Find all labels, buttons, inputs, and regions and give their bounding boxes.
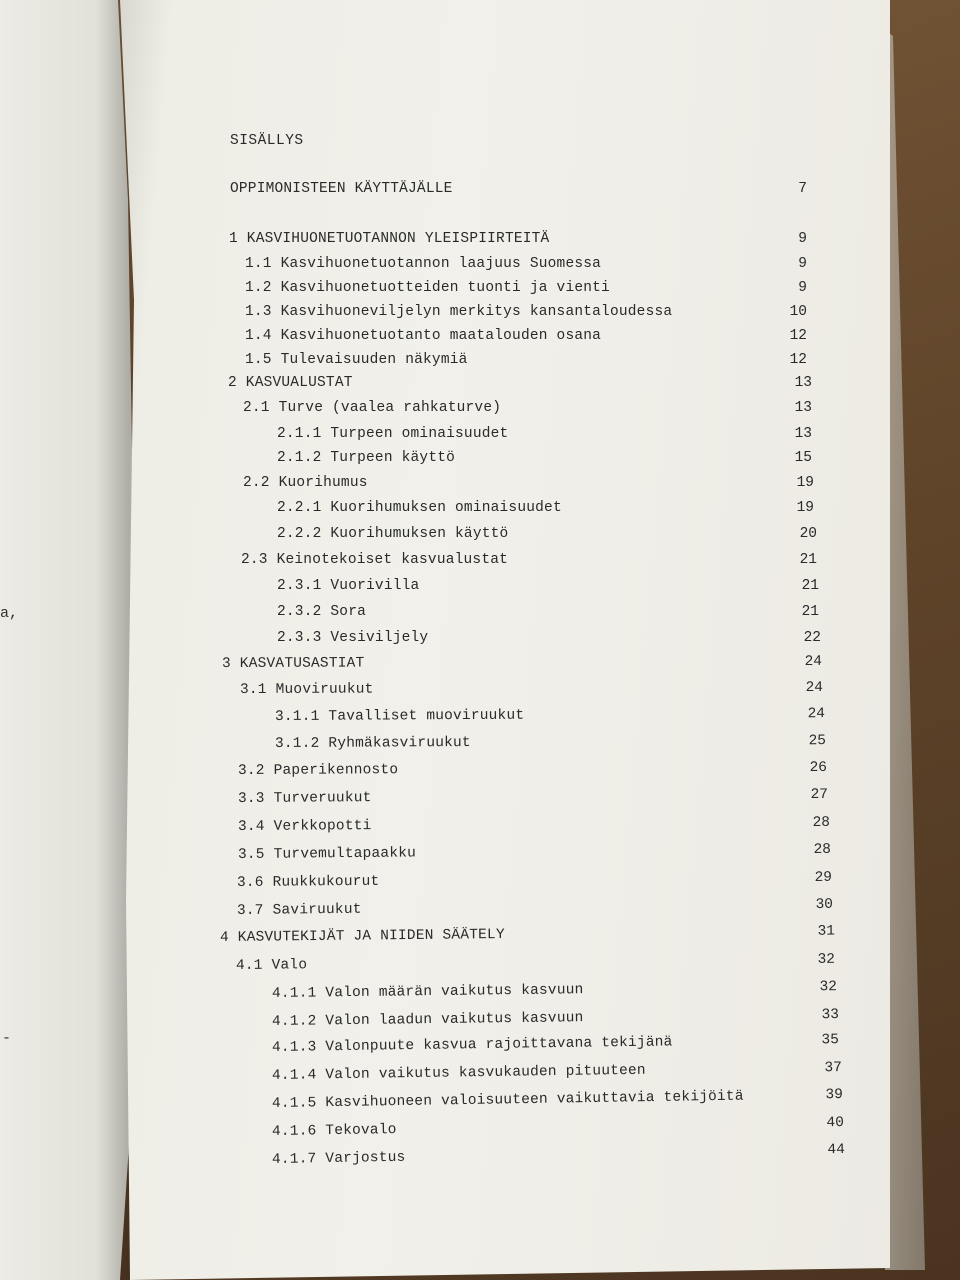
toc-entry-page-number: 24 — [805, 679, 824, 697]
toc-entry-page-number: 19 — [796, 500, 814, 516]
toc-entry-label: 2.3 Keinotekoiset kasvualustat — [241, 552, 509, 568]
toc-entry-page-number: 27 — [810, 786, 829, 804]
toc-entry-label: 2.1 Turve (vaalea rahkaturve) — [243, 400, 502, 416]
toc-entry-label: 3.1.1 Tavalliset muoviruukut — [274, 707, 525, 725]
toc-entry-label: 3.2 Paperikennosto — [237, 762, 399, 779]
toc-entry-page-number: 21 — [801, 604, 819, 620]
toc-entry — [238, 842, 831, 867]
toc-entry — [272, 1142, 845, 1172]
toc-entry-label: 3.5 Turvemultapaakku — [237, 845, 417, 863]
toc-entry-page-number: 22 — [803, 630, 821, 646]
toc-entry-page-number: 31 — [817, 923, 836, 940]
toc-entry-page-number: 13 — [794, 426, 812, 442]
toc-entry-page-number: 35 — [821, 1032, 840, 1049]
toc-entry-label: 3.4 Verkkopotti — [237, 818, 372, 835]
toc-entry-label: 2.1.2 Turpeen käyttö — [277, 450, 456, 466]
toc-entry — [238, 760, 827, 783]
toc-entry-label: 2.3.2 Sora — [277, 604, 367, 620]
toc-entry-page-number: 13 — [794, 400, 812, 416]
toc-entry — [236, 952, 835, 978]
toc-entry — [277, 500, 814, 520]
toc-entry — [229, 231, 807, 251]
toc-entry-page-number: 19 — [796, 475, 814, 491]
toc-entry — [272, 1032, 839, 1060]
toc-entry-label: 3.1.2 Ryhmäkasviruukut — [274, 734, 471, 752]
toc-entry-page-number: 40 — [826, 1115, 845, 1132]
toc-entry-page-number: 10 — [789, 304, 807, 320]
toc-entry-label: 2.2.1 Kuorihumuksen ominaisuudet — [277, 500, 562, 516]
toc-entry-page-number: 32 — [819, 979, 838, 996]
toc-entry-page-number: 44 — [827, 1142, 846, 1159]
toc-entry-label: 4 KASVUTEKIJÄT JA NIIDEN SÄÄTELY — [219, 927, 505, 946]
toc-entry — [230, 181, 807, 201]
toc-entry — [272, 979, 837, 1006]
toc-entry-label: 4.1.7 Varjostus — [271, 1149, 406, 1168]
toc-entry-page-number: 12 — [789, 328, 807, 344]
toc-entry-page-number: 13 — [794, 375, 812, 391]
toc-entry — [220, 924, 835, 950]
toc-entry — [245, 256, 807, 276]
toc-entry — [245, 280, 807, 300]
toc-entry — [237, 897, 833, 923]
toc-entry — [240, 680, 823, 702]
toc-entry-label: 2.1.1 Turpeen ominaisuudet — [277, 426, 509, 442]
toc-entry-label: 1.1 Kasvihuonetuotannon laajuus Suomessa — [245, 256, 602, 272]
toc-entry — [222, 654, 822, 676]
toc-entry-page-number: 21 — [799, 552, 817, 568]
toc-entry-label: 4.1.6 Tekovalo — [271, 1122, 397, 1140]
toc-entry-page-number: 21 — [801, 578, 819, 594]
toc-entry-label: 4.1 Valo — [235, 957, 308, 974]
toc-entry — [277, 604, 819, 624]
toc-entry — [277, 450, 812, 470]
toc-entry — [243, 475, 814, 495]
toc-entry — [228, 375, 812, 395]
toc-entry-label: 4.1.1 Valon määrän vaikutus kasvuun — [271, 982, 584, 1002]
toc-entry-label: 3.1 Muoviruukut — [239, 681, 374, 698]
toc-entry-page-number: 30 — [815, 896, 834, 913]
toc-entry-label: 4.1.5 Kasvihuoneen valoisuuteen vaikuttavia tekijöitä — [271, 1088, 744, 1112]
toc-entry-label: 2.3.1 Vuorivilla — [277, 578, 420, 594]
toc-entry — [277, 578, 819, 598]
toc-entry-label: 3.7 Saviruukut — [236, 901, 362, 919]
toc-entry-label: 1.4 Kasvihuonetuotanto maatalouden osana — [245, 328, 602, 344]
toc-entry — [272, 1115, 844, 1144]
toc-entry-label: 1 KASVIHUONETUOTANNON YLEISPIIRTEITÄ — [229, 231, 550, 247]
toc-entry-page-number: 20 — [799, 526, 817, 542]
toc-entry — [243, 400, 812, 420]
toc-entry-page-number: 28 — [812, 814, 831, 831]
toc-entry-label: 2.3.3 Vesiviljely — [277, 630, 429, 646]
toc-entry-label: 2.2.2 Kuorihumuksen käyttö — [277, 526, 509, 542]
toc-entry-page-number: 12 — [789, 352, 807, 368]
toc-entry-page-number: 24 — [807, 706, 826, 723]
toc-entry — [272, 1060, 842, 1088]
toc-entry — [275, 733, 826, 756]
toc-entry-page-number: 26 — [809, 759, 828, 777]
toc-entry-page-number: 9 — [798, 256, 807, 272]
toc-entry-page-number: 15 — [794, 450, 812, 466]
toc-entry — [241, 552, 817, 572]
toc-entry-label: 1.2 Kasvihuonetuotteiden tuonti ja vienti — [245, 280, 610, 296]
toc-entry-page-number: 29 — [814, 869, 833, 886]
toc-entry — [272, 1007, 839, 1034]
toc-entry — [238, 815, 830, 839]
left-page-fragment: - — [2, 1030, 12, 1047]
toc-entry-page-number: 33 — [821, 1007, 840, 1024]
toc-entry-label: 3 KASVATUSASTIAT — [221, 655, 365, 672]
toc-entry — [277, 426, 812, 446]
toc-entry — [275, 706, 825, 729]
toc-entry-label: 4.1.4 Valon vaikutus kasvukauden pituuteen — [271, 1062, 646, 1084]
toc-entry-label: 3.3 Turveruukut — [237, 790, 372, 807]
toc-heading: SISÄLLYS — [230, 133, 304, 149]
toc-entry-label: 4.1.3 Valonpuute kasvua rajoittavana tekijänä — [271, 1034, 673, 1056]
toc-entry-label: 4.1.2 Valon laadun vaikutus kasvuun — [271, 1010, 584, 1030]
left-page-fragment: a, — [0, 605, 19, 622]
toc-entry-page-number: 25 — [808, 733, 827, 750]
toc-entry-label: 3.6 Ruukkukourut — [236, 873, 380, 891]
toc-entry-label: 1.5 Tulevaisuuden näkymiä — [245, 352, 468, 368]
toc-entry-page-number: 9 — [798, 231, 807, 247]
toc-entry-page-number: 37 — [824, 1060, 843, 1077]
toc-entry-page-number: 28 — [813, 841, 832, 858]
toc-entry — [245, 328, 807, 348]
toc-entry — [245, 352, 807, 372]
toc-entry-label: OPPIMONISTEEN KÄYTTÄJÄLLE — [230, 181, 453, 197]
toc-entry — [245, 304, 807, 324]
toc-entry — [237, 870, 832, 895]
toc-entry — [238, 787, 828, 811]
toc-entry-label: 2 KASVUALUSTAT — [228, 375, 353, 391]
toc-entry — [277, 630, 821, 650]
toc-entry — [277, 526, 817, 546]
toc-entry-label: 2.2 Kuorihumus — [243, 475, 368, 491]
toc-entry-page-number: 32 — [817, 951, 836, 968]
toc-entry-page-number: 9 — [798, 280, 807, 296]
toc-entry-page-number: 7 — [798, 181, 807, 197]
toc-entry-label: 1.3 Kasvihuoneviljelyn merkitys kansantaloudessa — [245, 304, 673, 320]
toc-entry-page-number: 39 — [825, 1087, 844, 1104]
toc-entry — [272, 1087, 843, 1116]
toc-entry-page-number: 24 — [804, 653, 823, 670]
